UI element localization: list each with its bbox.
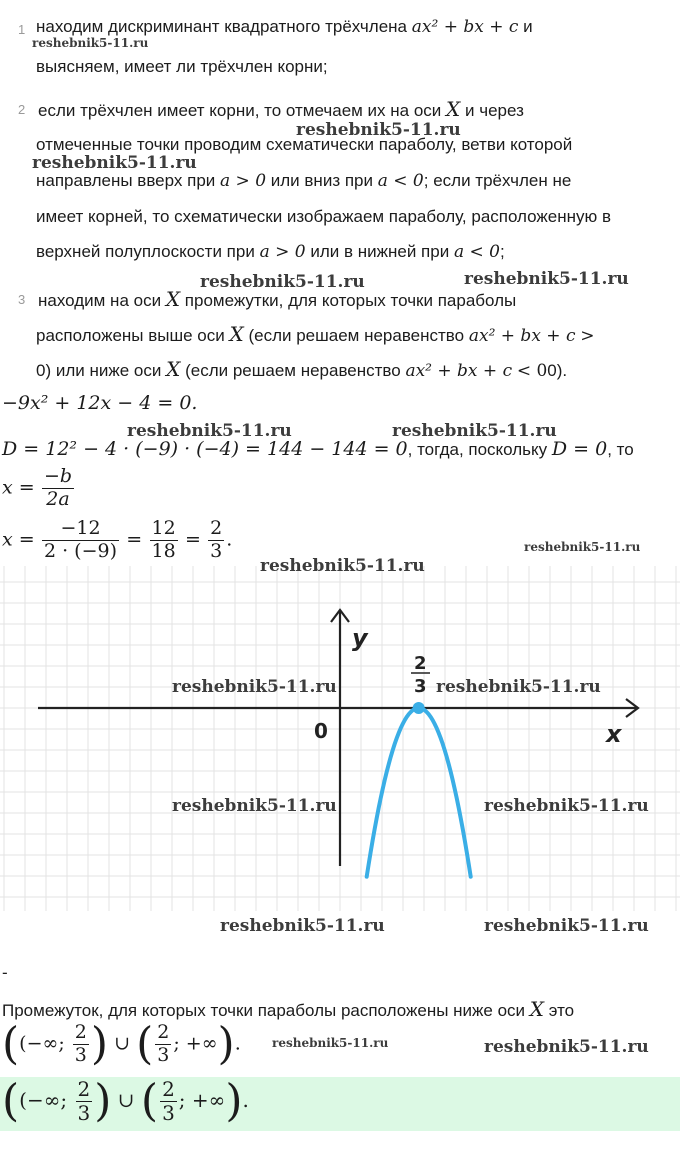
interval-line: ((−∞; $\frac{2}{3}$ ) ∪ ( $\frac{2}{3}$ ; +∞).	[2, 1018, 241, 1070]
x-axis-label: x	[606, 720, 622, 748]
watermark: reshebnik5-11.ru	[200, 272, 365, 292]
parabola-graph	[0, 566, 680, 911]
step-1-text: находим дискриминант квадратного трёхчлена ax² + bx + c и	[36, 17, 533, 37]
vertex-point	[413, 702, 425, 714]
watermark: reshebnik5-11.ru	[484, 796, 649, 816]
watermark: reshebnik5-11.ru	[220, 916, 385, 936]
watermark: reshebnik5-11.ru	[172, 677, 337, 697]
quad-expression: ax² + bx + c	[411, 17, 519, 37]
step-number-3: 3	[18, 292, 26, 307]
watermark: reshebnik5-11.ru	[32, 36, 149, 50]
discriminant-line: D = 12² − 4 · (−9) · (−4) = 144 − 144 = 0, тогда, поскольку D = 0, то	[2, 438, 634, 460]
root-formula: x = $\frac{-b}{2a}$	[2, 465, 73, 510]
root-label-numerator: 2	[414, 653, 427, 674]
step-2-line-4: имеет корней, то схематически изображаем параболу, расположенную в	[36, 207, 612, 226]
step-number-2: 2	[18, 102, 26, 117]
watermark: reshebnik5-11.ru	[272, 1036, 389, 1050]
origin-label: 0	[314, 719, 328, 743]
step-number-1: 1	[18, 22, 26, 37]
step-2-line-3: направлены вверх при a > 0 или вниз при a < 0; если трёхчлен не	[36, 171, 572, 191]
watermark: reshebnik5-11.ru	[524, 540, 641, 554]
equation: −9x² + 12x − 4 = 0.	[2, 392, 198, 414]
y-axis-label: y	[352, 624, 368, 652]
step-3-line-2: расположены выше оси X (если решаем неравенство ax² + bx + c >	[36, 322, 595, 346]
watermark: reshebnik5-11.ru	[32, 153, 197, 173]
step-3-line-1: находим на оси X промежутки, для которых точки параболы	[38, 287, 517, 311]
answer-interval: ((−∞; $\frac{2}{3}$ ) ∪ ( $\frac{2}{3}$ ; +∞).	[2, 1075, 249, 1127]
watermark: reshebnik5-11.ru	[484, 916, 649, 936]
watermark: reshebnik5-11.ru	[392, 421, 557, 441]
step-1-line-2: выясняем, имеет ли трёхчлен корни;	[36, 57, 328, 76]
watermark: reshebnik5-11.ru	[464, 269, 629, 289]
separator-dash: -	[2, 963, 8, 982]
step-3-line-3: 0) или ниже оси X (если решаем неравенство ax² + bx + c < 00).	[36, 357, 568, 381]
watermark: reshebnik5-11.ru	[436, 677, 601, 697]
conclusion-text: Промежуток, для которых точки параболы расположены ниже оси X это	[2, 997, 575, 1021]
step-2-line-5: верхней полуплоскости при a > 0 или в нижней при a < 0;	[36, 242, 505, 262]
watermark: reshebnik5-11.ru	[127, 421, 292, 441]
step-2-line-1: если трёхчлен имеет корни, то отмечаем их на оси X и через	[38, 97, 524, 121]
step-2-line-2: отмеченные точки проводим схематически параболу, ветви которой	[36, 135, 573, 154]
root-label-denominator: 3	[414, 676, 427, 697]
watermark: reshebnik5-11.ru	[484, 1037, 649, 1057]
root-calculation: x = $\frac{-12}{2 \cdot (-9)}$ = $\frac{12}{18}$ = $\frac{2}{3}$ .	[2, 517, 233, 562]
watermark: reshebnik5-11.ru	[296, 120, 461, 140]
watermark: reshebnik5-11.ru	[172, 796, 337, 816]
watermark: reshebnik5-11.ru	[260, 556, 425, 576]
